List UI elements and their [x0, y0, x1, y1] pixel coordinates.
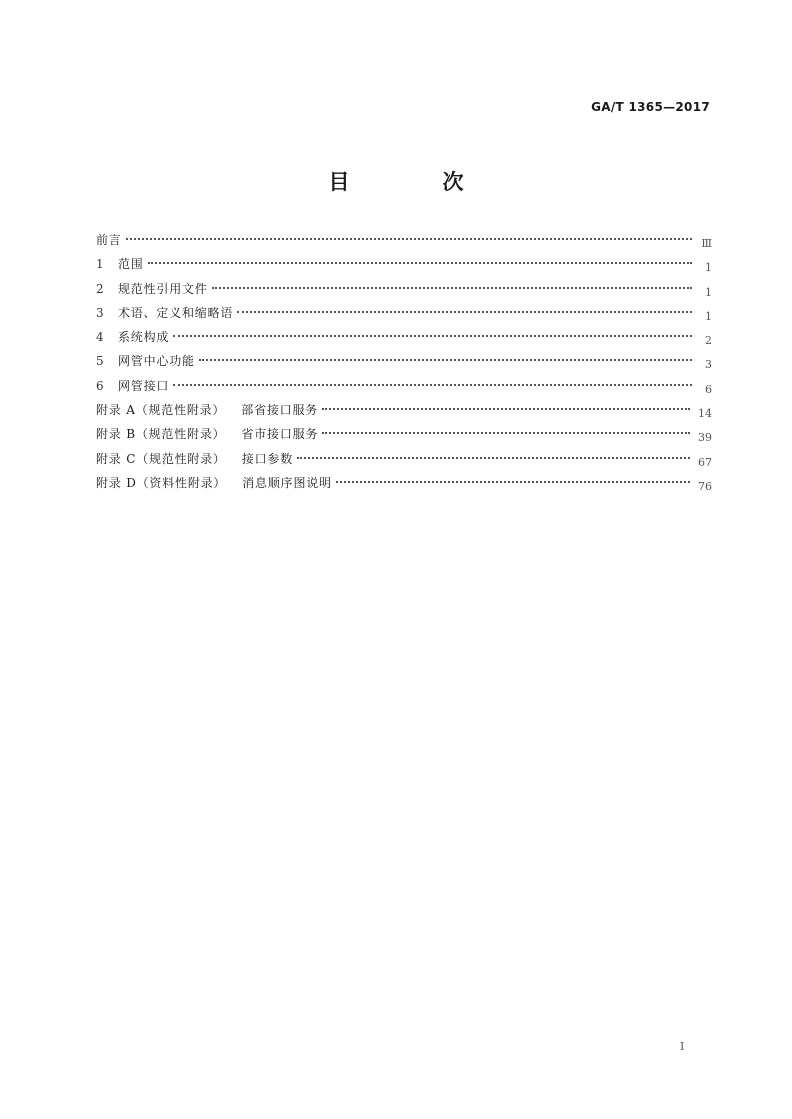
toc-entry-foreword[interactable] — [96, 228, 712, 252]
toc-dot-leader — [237, 311, 692, 313]
footer-page-number: I — [680, 1040, 685, 1053]
appendix-heading: 附录 D（资料性附录） — [96, 475, 227, 490]
toc-dot-leader — [173, 384, 692, 386]
toc-entry-label — [96, 422, 322, 446]
appendix-title: 消息顺序图说明 — [242, 475, 332, 490]
toc-entry-page: 1 — [705, 309, 712, 323]
toc-entry-number: 1 — [96, 257, 104, 272]
toc-entry-label: 网管中心功能 — [118, 354, 195, 369]
toc-entry-number: 3 — [96, 305, 104, 320]
toc-entry-label: 系统构成 — [118, 330, 170, 345]
toc-entry-page: 1 — [705, 261, 712, 275]
toc-entry-5[interactable] — [96, 349, 712, 373]
toc-entry-number: 6 — [96, 378, 104, 393]
toc-entry-appendix-c[interactable] — [96, 447, 712, 471]
toc-dot-leader — [212, 287, 692, 289]
toc-dot-leader — [297, 457, 690, 459]
toc-entry-label: 范围 — [118, 257, 144, 272]
toc-dot-leader — [322, 408, 690, 410]
appendix-heading: 附录 B（规范性附录） — [96, 427, 226, 442]
page-title: 目 次 — [328, 169, 500, 194]
toc-entry-label — [96, 398, 322, 422]
toc-entry-appendix-b[interactable] — [96, 422, 712, 446]
appendix-title: 部省接口服务 — [241, 403, 319, 418]
toc-entry-3[interactable] — [96, 301, 712, 325]
toc-entry-number: 2 — [96, 281, 104, 296]
toc-entry-page: 76 — [698, 479, 712, 493]
toc-entry-page: 3 — [705, 358, 712, 372]
toc-entry-page: 14 — [698, 407, 712, 421]
toc-dot-leader — [199, 359, 692, 361]
toc-dot-leader — [322, 432, 690, 434]
toc-entry-label: 网管接口 — [118, 378, 170, 393]
toc-entry-label: 前言 — [96, 233, 122, 247]
table-of-contents — [96, 228, 712, 495]
toc-entry-4[interactable] — [96, 325, 712, 349]
toc-entry-label: 规范性引用文件 — [118, 281, 208, 296]
toc-dot-leader — [148, 262, 692, 264]
appendix-title: 省市接口服务 — [241, 427, 319, 442]
toc-dot-leader — [336, 481, 690, 483]
toc-dot-leader — [126, 238, 692, 240]
toc-entry-1[interactable] — [96, 252, 712, 276]
toc-entry-number: 5 — [96, 354, 104, 369]
toc-entry-page: Ⅲ — [701, 237, 712, 250]
toc-entry-page: 67 — [698, 455, 712, 469]
toc-entry-label — [96, 447, 297, 471]
appendix-heading: 附录 C（规范性附录） — [96, 451, 226, 466]
toc-entry-6[interactable] — [96, 374, 712, 398]
toc-entry-appendix-d[interactable] — [96, 471, 712, 495]
toc-entry-page: 6 — [705, 382, 712, 396]
toc-entry-2[interactable] — [96, 277, 712, 301]
toc-entry-page: 2 — [705, 334, 712, 348]
appendix-heading: 附录 A（规范性附录） — [96, 403, 226, 418]
appendix-title: 接口参数 — [241, 451, 293, 466]
toc-entry-page: 39 — [698, 431, 712, 445]
toc-dot-leader — [173, 335, 692, 337]
toc-entry-number: 4 — [96, 330, 104, 345]
standard-code: GA/T 1365—2017 — [591, 100, 710, 114]
toc-entry-appendix-a[interactable] — [96, 398, 712, 422]
toc-entry-label — [96, 471, 336, 495]
toc-entry-label: 术语、定义和缩略语 — [118, 305, 234, 320]
toc-entry-page: 1 — [705, 285, 712, 299]
